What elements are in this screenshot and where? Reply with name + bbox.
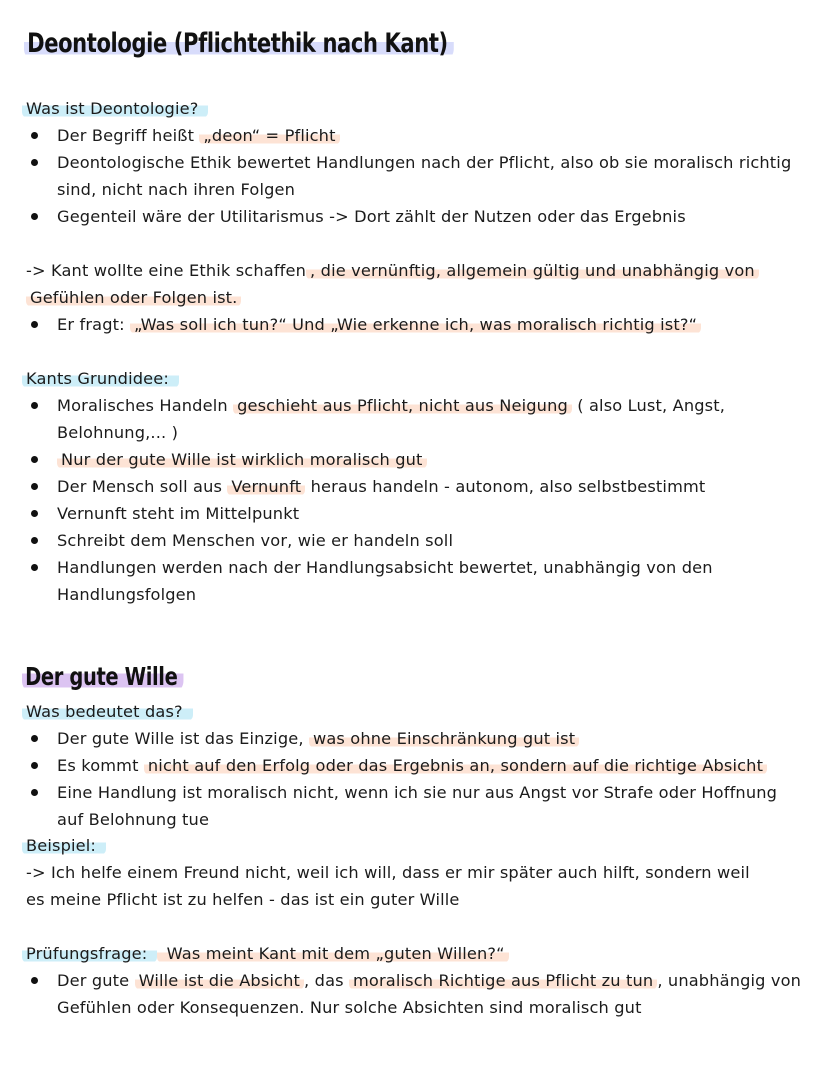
bullet-icon — [31, 762, 38, 769]
list-item: Deontologische Ethik bewertet Handlungen nach der Pflicht, also ob sie moralisch richtig — [57, 153, 792, 172]
exam-question: Prüfungsfrage: Was meint Kant mit dem „guten Willen?“ — [26, 943, 509, 965]
list-item: Moralisches Handeln geschieht aus Pflicht, nicht aus Neigung ( also Lust, Angst, — [57, 396, 726, 415]
bullet-icon — [31, 564, 38, 571]
list-item: Es kommt nicht auf den Erfolg oder das Ergebnis an, sondern auf die richtige Absicht — [57, 755, 767, 777]
example-text: -> Ich helfe einem Freund nicht, weil ich will, dass er mir später auch hilft, sondern weil — [26, 863, 750, 882]
list-item: Eine Handlung ist moralisch nicht, wenn ich sie nur aus Angst vor Strafe oder Hoffnung — [57, 783, 778, 802]
list-item-continuation: Belohnung,... ) — [57, 423, 179, 442]
list-item: Der Mensch soll aus Vernunft heraus handeln - autonom, also selbstbestimmt — [57, 477, 706, 496]
list-item-continuation: auf Belohnung tue — [57, 810, 210, 829]
bullet-icon — [31, 456, 38, 463]
title-highlight: Deontologie (Pflichtethik nach Kant) — [24, 28, 454, 59]
section-heading: Was ist Deontologie? — [26, 98, 208, 120]
bullet-icon — [31, 321, 38, 328]
arrow-note: -> Kant wollte eine Ethik schaffen , die vernünftig, allgemein gültig und unabhängig von — [26, 260, 759, 282]
bullet-icon — [31, 213, 38, 220]
arrow-note-continuation: Gefühlen oder Folgen ist. — [26, 287, 241, 309]
example-text-continuation: es meine Pflicht ist zu helfen - das ist ein guter Wille — [26, 890, 460, 909]
page-title — [24, 28, 454, 59]
example-heading: Beispiel: — [26, 835, 106, 857]
bullet-icon — [31, 483, 38, 490]
bullet-icon — [31, 977, 38, 984]
bullet-icon — [31, 510, 38, 517]
list-item: Der Begriff heißt „deon“ = Pflicht — [57, 125, 340, 147]
bullet-icon — [31, 159, 38, 166]
list-item: Der gute Wille ist die Absicht , das moralisch Richtige aus Pflicht zu tun , unabhängig von — [57, 971, 802, 990]
list-item: Handlungen werden nach der Handlungsabsicht bewertet, unabhängig von den — [57, 558, 713, 577]
list-item: Der gute Wille ist das Einzige, was ohne Einschränkung gut ist — [57, 728, 579, 750]
list-item: Nur der gute Wille ist wirklich moralisch gut — [57, 449, 427, 471]
list-item: Er fragt: „Was soll ich tun?“ Und „Wie erkenne ich, was moralisch richtig ist?“ — [57, 314, 701, 336]
bullet-icon — [31, 537, 38, 544]
bullet-icon — [31, 402, 38, 409]
list-item: Schreibt dem Menschen vor, wie er handeln soll — [57, 531, 454, 550]
list-item: Gegenteil wäre der Utilitarismus -> Dort zählt der Nutzen oder das Ergebnis — [57, 207, 686, 226]
list-item-continuation: Handlungsfolgen — [57, 585, 197, 604]
list-item-continuation: Gefühlen oder Konsequenzen. Nur solche Absichten sind moralisch gut — [57, 998, 642, 1017]
list-item: Vernunft steht im Mittelpunkt — [57, 504, 300, 523]
list-item-continuation: sind, nicht nach ihren Folgen — [57, 180, 296, 199]
bullet-icon — [31, 735, 38, 742]
section-heading: Was bedeutet das? — [26, 701, 193, 723]
section-heading: Kants Grundidee: — [26, 368, 179, 390]
bullet-icon — [31, 789, 38, 796]
section-title: Der gute Wille — [22, 662, 184, 691]
bullet-icon — [31, 132, 38, 139]
